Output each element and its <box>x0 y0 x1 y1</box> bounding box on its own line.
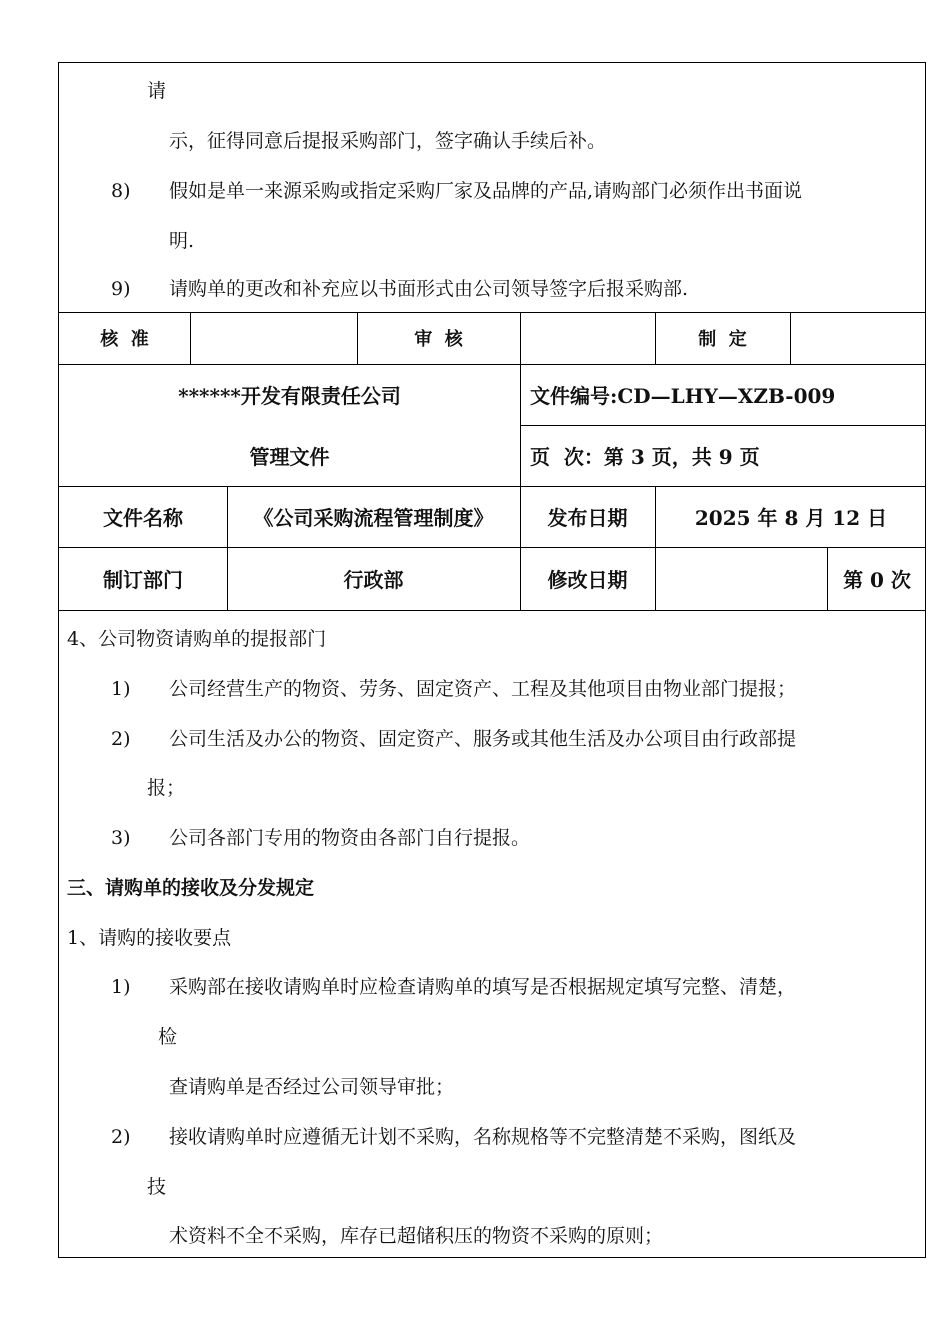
doc-number: 文件编号:CD—LHY—XZB-009 <box>530 384 836 408</box>
divider <box>59 610 925 611</box>
list-item-text: 公司经营生产的物资、劳务、固定资产、工程及其他项目由物业部门提报； <box>169 678 797 700</box>
section-title: 4、公司物资请购单的提报部门 <box>67 628 327 650</box>
publish-date-label: 发布日期 <box>547 506 628 530</box>
list-number: 8) <box>111 180 131 202</box>
text-line: 请 <box>147 80 167 102</box>
text-line: 示，征得同意后提报采购部门，签字确认手续后补。 <box>169 130 607 152</box>
dept-label: 制订部门 <box>103 568 183 592</box>
list-number: 1) <box>111 678 131 700</box>
divider <box>520 312 521 364</box>
list-item-text: 请购单的更改和补充应以书面形式由公司领导签字后报采购部. <box>169 278 689 300</box>
revise-date <box>655 547 827 610</box>
text-line: 报； <box>147 777 186 799</box>
revision-count: 第 0 次 <box>843 568 911 592</box>
company-name: ******开发有限责任公司 <box>178 384 401 408</box>
text-line: 明. <box>169 230 195 252</box>
text-line: 查请购单是否经过公司领导审批； <box>169 1076 455 1098</box>
list-item-text: 假如是单一来源采购或指定采购厂家及品牌的产品,请购部门必须作出书面说 <box>169 180 803 202</box>
revise-date-label: 修改日期 <box>547 568 628 592</box>
list-number: 9) <box>111 278 131 300</box>
list-number: 3) <box>111 827 131 849</box>
divider <box>790 312 791 364</box>
doc-type: 管理文件 <box>249 445 330 469</box>
list-number: 2) <box>111 1126 131 1148</box>
prepare-label: 制 定 <box>698 329 747 350</box>
file-name: 《公司采购流程管理制度》 <box>253 506 494 530</box>
list-number: 2) <box>111 728 131 750</box>
list-item-text: 采购部在接收请购单时应检查请购单的填写是否根据规定填写完整、清楚， <box>169 976 797 998</box>
subsection-title: 1、请购的接收要点 <box>67 927 232 949</box>
text-line: 技 <box>147 1176 167 1198</box>
list-item-text: 公司生活及办公的物资、固定资产、服务或其他生活及办公项目由行政部提 <box>169 728 797 750</box>
list-item-text: 公司各部门专用的物资由各部门自行提报。 <box>169 827 531 849</box>
divider <box>190 312 191 364</box>
chapter-title: 三、请购单的接收及分发规定 <box>67 877 315 899</box>
review-label: 审 核 <box>414 329 463 350</box>
text-line: 检 <box>158 1026 178 1048</box>
text-line: 术资料不全不采购，库存已超储积压的物资不采购的原则； <box>169 1225 664 1247</box>
publish-date: 2025 年 8 月 12 日 <box>694 506 888 530</box>
list-item-text: 接收请购单时应遵循无计划不采购，名称规格等不完整清楚不采购，图纸及 <box>169 1126 797 1148</box>
document-page <box>58 62 926 1258</box>
page-info: 页 次：第 3 页，共 9 页 <box>530 445 760 469</box>
file-name-label: 文件名称 <box>103 506 183 530</box>
list-number: 1) <box>111 976 131 998</box>
dept-value: 行政部 <box>343 568 404 592</box>
approve-label: 核 准 <box>100 329 149 350</box>
